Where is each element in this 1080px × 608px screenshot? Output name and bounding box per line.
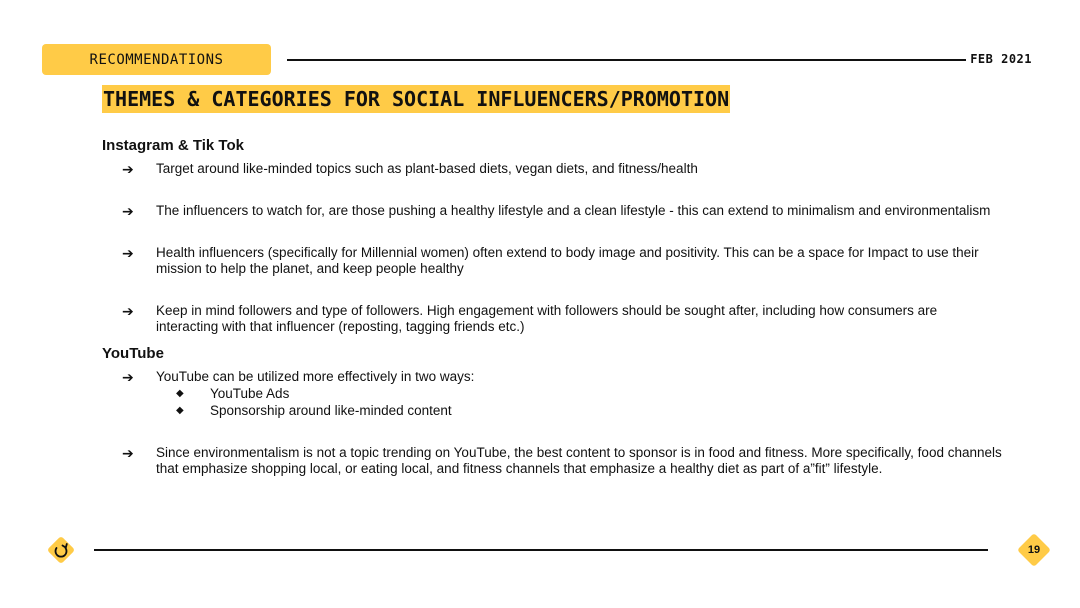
list-item	[102, 303, 1002, 335]
list-item	[102, 445, 1002, 477]
sub-list-item	[156, 385, 1002, 402]
diamond-bullet-icon: ◆	[176, 388, 184, 399]
list-item	[102, 203, 1002, 219]
arrow-bullet-icon: ➔	[122, 303, 134, 319]
section-heading-youtube: YouTube	[102, 345, 164, 362]
diamond-bullet-icon: ◆	[176, 405, 184, 416]
youtube-sub-list	[156, 385, 1002, 419]
bullet-text: Since environmentalism is not a topic trending on YouTube, the best content to sponsor is in food and fitness. More specifically, food channels that emphasize shopping local, or eating local, and fitness channels that emphasize a healthy diet as part of a”fit” lifestyle.	[156, 445, 1002, 476]
section-tag	[42, 44, 271, 75]
arrow-bullet-icon: ➔	[122, 369, 134, 385]
section-label: RECOMMENDATIONS	[89, 51, 224, 68]
youtube-bullet-list	[102, 369, 1002, 477]
sub-list-item	[156, 402, 1002, 419]
slide-content	[102, 137, 1002, 487]
sub-bullet-text: Sponsorship around like-minded content	[210, 403, 452, 418]
footer-divider	[94, 549, 988, 551]
sub-bullet-text: YouTube Ads	[210, 386, 290, 401]
bullet-text: Health influencers (specifically for Millennial women) often extend to body image and positivity. This can be a space for Impact to use their mission to help the planet, and keep people healthy	[156, 245, 979, 276]
arrow-bullet-icon: ➔	[122, 203, 134, 219]
arrow-bullet-icon: ➔	[122, 245, 134, 261]
list-item	[102, 161, 1002, 177]
arrow-bullet-icon: ➔	[122, 161, 134, 177]
page-number-badge	[1017, 533, 1051, 567]
bullet-text: Keep in mind followers and type of followers. High engagement with followers should be sought after, including how consumers are interacting with that influencer (reposting, tagging friends etc.)	[156, 303, 938, 334]
list-item	[102, 369, 1002, 419]
section-heading-instagram: Instagram & Tik Tok	[102, 137, 244, 154]
bullet-text: Target around like-minded topics such as plant-based diets, vegan diets, and fitness/health	[156, 161, 698, 176]
page-number: 19	[1027, 544, 1041, 556]
bullet-text: The influencers to watch for, are those pushing a healthy lifestyle and a clean lifestyle - this can extend to minimalism and environmentalism	[156, 203, 991, 218]
page-title: THEMES & CATEGORIES FOR SOCIAL INFLUENCERS/PROMOTION	[103, 87, 730, 111]
list-item	[102, 245, 1002, 277]
arrow-bullet-icon: ➔	[122, 445, 134, 461]
instagram-bullet-list	[102, 161, 1002, 335]
bullet-text: YouTube can be utilized more effectively in two ways:	[156, 369, 475, 384]
header-divider	[287, 59, 966, 61]
date-label: FEB 2021	[970, 52, 1032, 66]
refresh-arrow-icon	[45, 534, 77, 566]
